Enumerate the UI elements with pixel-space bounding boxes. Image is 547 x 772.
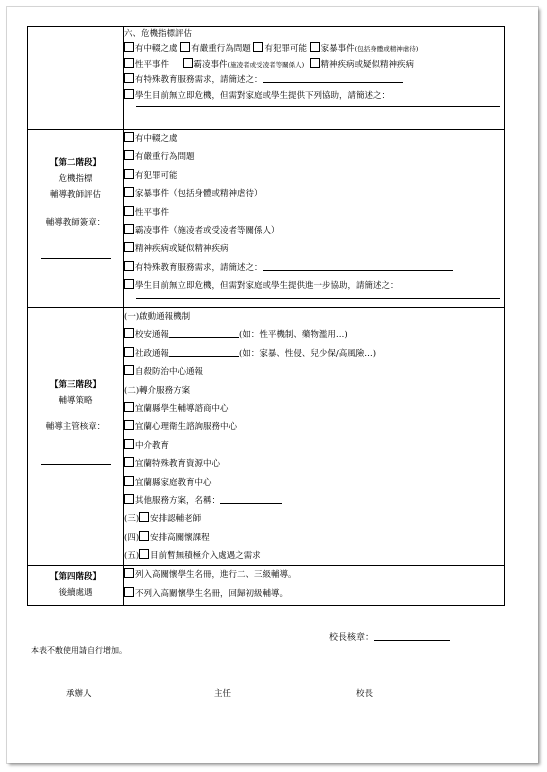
- checkbox[interactable]: [124, 365, 134, 375]
- principal-seal-line[interactable]: [374, 632, 450, 641]
- option-label: 霸凌事件: [193, 59, 228, 70]
- checkbox[interactable]: [124, 169, 134, 179]
- crisis-indicator-left-cell: [28, 27, 124, 130]
- option-label: 宜蘭縣學生輔導諮商中心: [135, 403, 229, 414]
- stage-4-subtitle: 後續處遇: [58, 588, 93, 599]
- stage-4-option: [124, 566, 504, 584]
- checkbox[interactable]: [124, 439, 134, 449]
- option-label: 精神疾病或疑似精神疾病: [320, 59, 415, 70]
- signer-director: 主任: [214, 689, 232, 699]
- checkbox[interactable]: [124, 58, 134, 68]
- stage-2-row: [28, 130, 505, 308]
- checkbox[interactable]: [183, 58, 193, 68]
- option-label: 有嚴重行為問題: [135, 152, 195, 163]
- stage-2-option: [124, 204, 504, 222]
- stage-2-option: [124, 130, 504, 148]
- option-label: 有特殊教育服務需求，請簡述之：: [135, 75, 263, 86]
- signer-principal: 校長: [356, 689, 374, 699]
- stage-3-option: [124, 492, 504, 510]
- referral-form-table: [27, 26, 505, 606]
- checkbox[interactable]: [124, 242, 134, 252]
- option-label: 校安通報: [135, 330, 170, 341]
- form-note: 本表不敷使用請自行增加。: [31, 646, 127, 655]
- signer-handler: 承辦人: [66, 689, 92, 699]
- option-note: (施凌者或受凌者等關係人): [227, 60, 305, 69]
- stage-2-left-cell: [28, 130, 124, 308]
- option-number: (四): [124, 532, 140, 543]
- option-number: (五): [124, 551, 140, 562]
- stage-3-left-cell: [28, 308, 124, 566]
- option-note: (包括身體或精神虐待): [354, 45, 419, 54]
- checkbox[interactable]: [124, 402, 134, 412]
- checkbox[interactable]: [124, 187, 134, 197]
- checkbox[interactable]: [124, 347, 134, 357]
- checkbox[interactable]: [124, 494, 134, 504]
- fill-in-blank[interactable]: [136, 296, 500, 299]
- principal-seal: [329, 630, 450, 643]
- option-label: 有犯罪可能: [135, 170, 178, 181]
- stage-3-sign-label: 輔導主管核章：: [45, 422, 106, 432]
- option-label: 性平事件: [135, 59, 170, 70]
- option-number: (三): [124, 514, 140, 525]
- stage-4-row: [28, 566, 505, 606]
- fill-in-blank[interactable]: [169, 348, 239, 357]
- checkbox[interactable]: [124, 132, 134, 142]
- stage-3-option: [124, 529, 504, 547]
- checkbox[interactable]: [124, 73, 134, 83]
- option-label: 學生目前無立即危機，但需對家庭或學生提供下列協助，請簡述之：: [135, 90, 391, 101]
- crisis-indicator-cell: [124, 27, 505, 130]
- option-label: 安排高關懷課程: [150, 532, 210, 543]
- option-label: 學生目前無立即危機，但需對家庭或學生提供進一步協助，請簡述之：: [135, 281, 399, 292]
- checkbox[interactable]: [124, 587, 134, 597]
- checkbox[interactable]: [139, 549, 149, 559]
- option-label: 家暴事件: [320, 44, 355, 55]
- stage-2-option: [124, 259, 504, 277]
- checkbox[interactable]: [124, 261, 134, 271]
- stage-3-option: [124, 345, 504, 363]
- stage-3-heading-1: (一)啟動通報機制: [124, 312, 191, 322]
- crisis-indicator-line-1: [124, 42, 504, 57]
- option-label: 不列入高關懷學生名冊，回歸初級輔導。: [135, 588, 289, 599]
- crisis-indicator-heading: 六、危機指標評估: [124, 29, 193, 39]
- stage-2-options-cell: [124, 130, 505, 308]
- stage-3-subtitle: 輔導策略: [58, 396, 93, 406]
- checkbox[interactable]: [124, 476, 134, 486]
- checkbox[interactable]: [124, 89, 134, 99]
- checkbox[interactable]: [180, 42, 190, 52]
- crisis-indicator-row: [28, 27, 505, 130]
- stage-2-option: [124, 222, 504, 240]
- checkbox[interactable]: [124, 224, 134, 234]
- option-label: 宜蘭縣家庭教育中心: [135, 477, 212, 488]
- option-label: 列入高關懷學生名冊，進行二、三級輔導。: [135, 570, 297, 581]
- stage-4-options-cell: [124, 566, 505, 606]
- fill-in-blank[interactable]: [220, 495, 282, 504]
- option-label: 有犯罪可能: [264, 44, 307, 55]
- stage-3-title: 【第三階段】: [49, 380, 101, 390]
- option-note: (如：家暴、性侵、兒少保/高風險…): [239, 348, 377, 359]
- principal-seal-label: 校長核章：: [329, 633, 375, 643]
- checkbox[interactable]: [124, 457, 134, 467]
- stage-2-option: [124, 240, 504, 258]
- stage-2-option: [124, 277, 504, 295]
- stage-3-option: [124, 326, 504, 344]
- checkbox[interactable]: [124, 42, 134, 52]
- stage-4-option: [124, 585, 504, 603]
- option-label: 家暴事件（包括身體或精神虐待）: [135, 189, 263, 200]
- checkbox[interactable]: [310, 58, 320, 68]
- checkbox[interactable]: [253, 42, 263, 52]
- checkbox[interactable]: [124, 279, 134, 289]
- stage-3-option: [124, 455, 504, 473]
- option-label: 宜蘭心理衛生諮詢服務中心: [135, 422, 238, 433]
- stage-2-option: [124, 167, 504, 185]
- option-label: 安排認輔老師: [150, 514, 202, 525]
- stage-3-option: [124, 363, 504, 381]
- stage-3-option: [124, 418, 504, 436]
- fill-in-blank[interactable]: [263, 262, 453, 271]
- stage-2-subtitle-1: 危機指標: [58, 174, 93, 184]
- option-label: 有中輟之虞: [135, 44, 178, 55]
- stage-3-row: [28, 308, 505, 566]
- stage-2-option: [124, 185, 504, 203]
- fill-in-blank[interactable]: [263, 74, 403, 83]
- option-label: 有特殊教育服務需求，請簡述之：: [135, 262, 263, 273]
- stage-2-sign-label: 輔導教師簽章：: [45, 218, 106, 228]
- crisis-indicator-line-2: [124, 58, 504, 73]
- option-label: 霸凌事件（施凌者或受凌者等關係人）: [135, 225, 280, 236]
- option-label: 目前暫無積極介入處遇之需求: [150, 551, 261, 562]
- option-label: 有嚴重行為問題: [191, 44, 251, 55]
- option-label: 有中輟之虞: [135, 134, 178, 144]
- stage-3-option: [124, 547, 504, 565]
- checkbox[interactable]: [124, 568, 134, 578]
- option-label: 中介教育: [135, 440, 170, 451]
- checkbox[interactable]: [139, 531, 149, 541]
- stage-4-left-cell: [28, 566, 124, 606]
- checkbox[interactable]: [310, 42, 320, 52]
- checkbox[interactable]: [124, 206, 134, 216]
- stage-3-options-cell: [124, 308, 505, 566]
- crisis-indicator-line-4: [124, 89, 504, 104]
- option-label: 性平事件: [135, 207, 170, 218]
- stage-3-sign-line[interactable]: [41, 462, 111, 465]
- stage-3-option: [124, 510, 504, 528]
- option-label: 自殺防治中心通報: [135, 367, 204, 378]
- checkbox[interactable]: [124, 420, 134, 430]
- checkbox[interactable]: [139, 512, 149, 522]
- stage-2-title: 【第二階段】: [49, 158, 101, 168]
- stage-4-title: 【第四階段】: [49, 572, 101, 583]
- stage-3-option: [124, 437, 504, 455]
- stage-3-option: [124, 400, 504, 418]
- fill-in-blank[interactable]: [169, 329, 239, 338]
- crisis-indicator-line-3: [124, 73, 504, 88]
- checkbox[interactable]: [124, 328, 134, 338]
- fill-in-blank[interactable]: [136, 104, 500, 107]
- option-label: 其他服務方案，名稱：: [135, 495, 221, 506]
- stage-2-subtitle-2: 輔導教師評估: [49, 190, 101, 200]
- option-label: 精神疾病或疑似精神疾病: [135, 244, 229, 255]
- stage-3-heading-2: (二)轉介服務方案: [124, 385, 191, 396]
- stage-2-option: [124, 148, 504, 166]
- checkbox[interactable]: [124, 150, 134, 160]
- option-label: 社政通報: [135, 348, 170, 359]
- option-label: 宜蘭特殊教育資源中心: [135, 459, 221, 470]
- option-note: (如：性平機制、藥物濫用…): [239, 330, 348, 341]
- stage-2-sign-line[interactable]: [41, 256, 111, 259]
- stage-3-option: [124, 474, 504, 492]
